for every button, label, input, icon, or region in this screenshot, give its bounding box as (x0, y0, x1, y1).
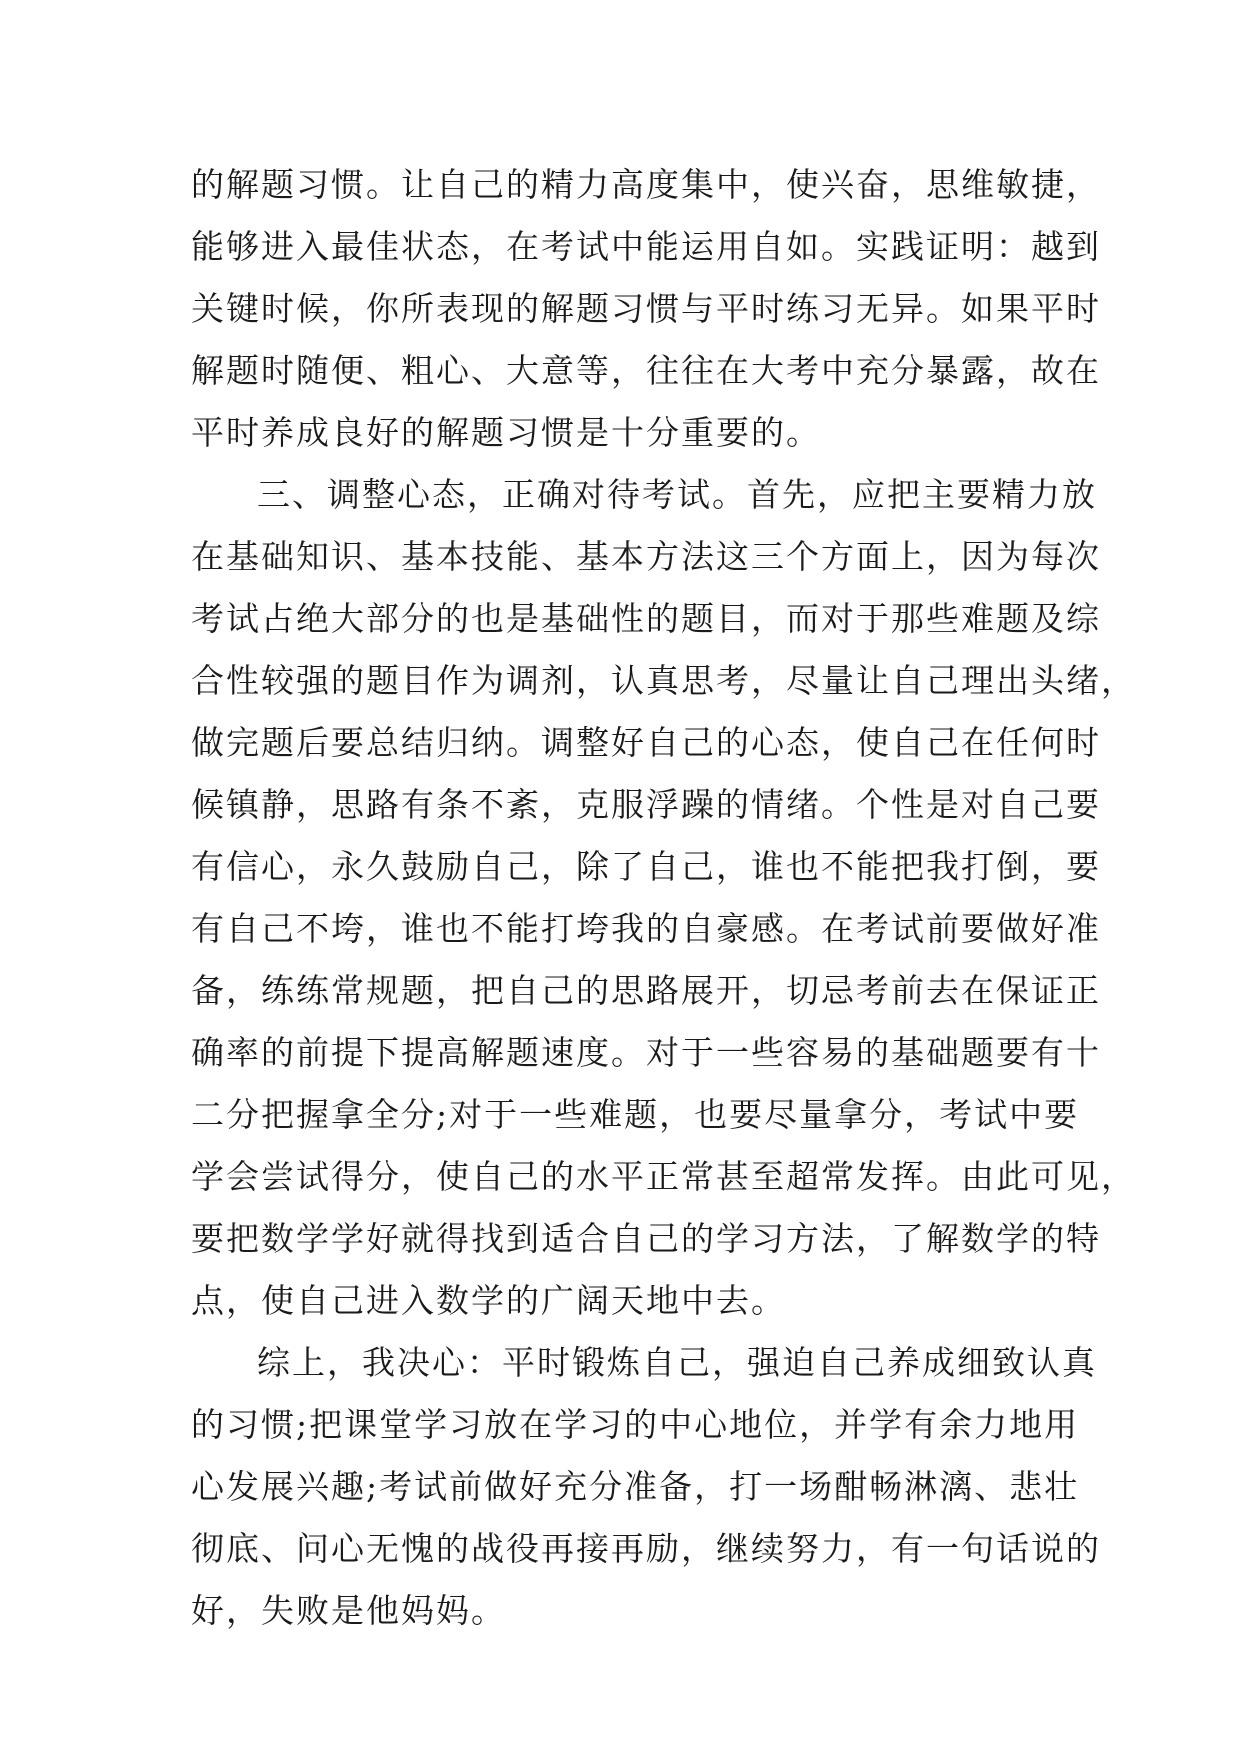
text-line: 考试占绝大部分的也是基础性的题目，而对于那些难题及综 (191, 599, 1101, 638)
text-line: 有信心，永久鼓励自己，除了自己，谁也不能把我打倒，要 (191, 847, 1101, 886)
text-line: 学会尝试得分，使自己的水平正常甚至超常发挥。由此可见， (191, 1157, 1136, 1196)
text-line: 点，使自己进入数学的广阔天地中去。 (191, 1281, 786, 1320)
text-line: 备，练练常规题，把自己的思路展开，切忌考前去在保证正 (191, 971, 1101, 1010)
text-line: 合性较强的题目作为调剂，认真思考，尽量让自己理出头绪， (191, 661, 1136, 700)
text-line: 解题时随便、粗心、大意等，往往在大考中充分暴露，故在 (191, 351, 1101, 390)
paragraph-start-line: 综上，我决心：平时锻炼自己，强迫自己养成细致认真 (257, 1343, 1097, 1382)
text-line: 确率的前提下提高解题速度。对于一些容易的基础题要有十 (191, 1033, 1101, 1072)
body-text (191, 154, 1136, 1642)
text-line: 二分把握拿全分;对于一些难题，也要尽量拿分，考试中要 (191, 1095, 1080, 1134)
text-line: 做完题后要总结归纳。调整好自己的心态，使自己在任何时 (191, 723, 1101, 762)
text-line: 要把数学学好就得找到适合自己的学习方法，了解数学的特 (191, 1219, 1101, 1258)
text-line: 好，失败是他妈妈。 (191, 1591, 506, 1630)
text-line: 的习惯;把课堂学习放在学习的中心地位，并学有余力地用 (191, 1405, 1080, 1444)
text-line: 的解题习惯。让自己的精力高度集中，使兴奋，思维敏捷， (191, 165, 1101, 204)
text-line: 能够进入最佳状态，在考试中能运用自如。实践证明：越到 (191, 227, 1101, 266)
text-line: 心发展兴趣;考试前做好充分准备，打一场酣畅淋漓、悲壮 (191, 1467, 1080, 1506)
paragraph-start-line: 三、调整心态，正确对待考试。首先，应把主要精力放 (257, 475, 1097, 514)
text-line: 有自己不垮，谁也不能打垮我的自豪感。在考试前要做好准 (191, 909, 1101, 948)
text-line: 在基础知识、基本技能、基本方法这三个方面上，因为每次 (191, 537, 1101, 576)
text-line: 平时养成良好的解题习惯是十分重要的。 (191, 413, 821, 452)
text-line: 彻底、问心无愧的战役再接再励，继续努力，有一句话说的 (191, 1529, 1101, 1568)
text-line: 候镇静，思路有条不紊，克服浮躁的情绪。个性是对自己要 (191, 785, 1101, 824)
text-line: 关键时候，你所表现的解题习惯与平时练习无异。如果平时 (191, 289, 1101, 328)
